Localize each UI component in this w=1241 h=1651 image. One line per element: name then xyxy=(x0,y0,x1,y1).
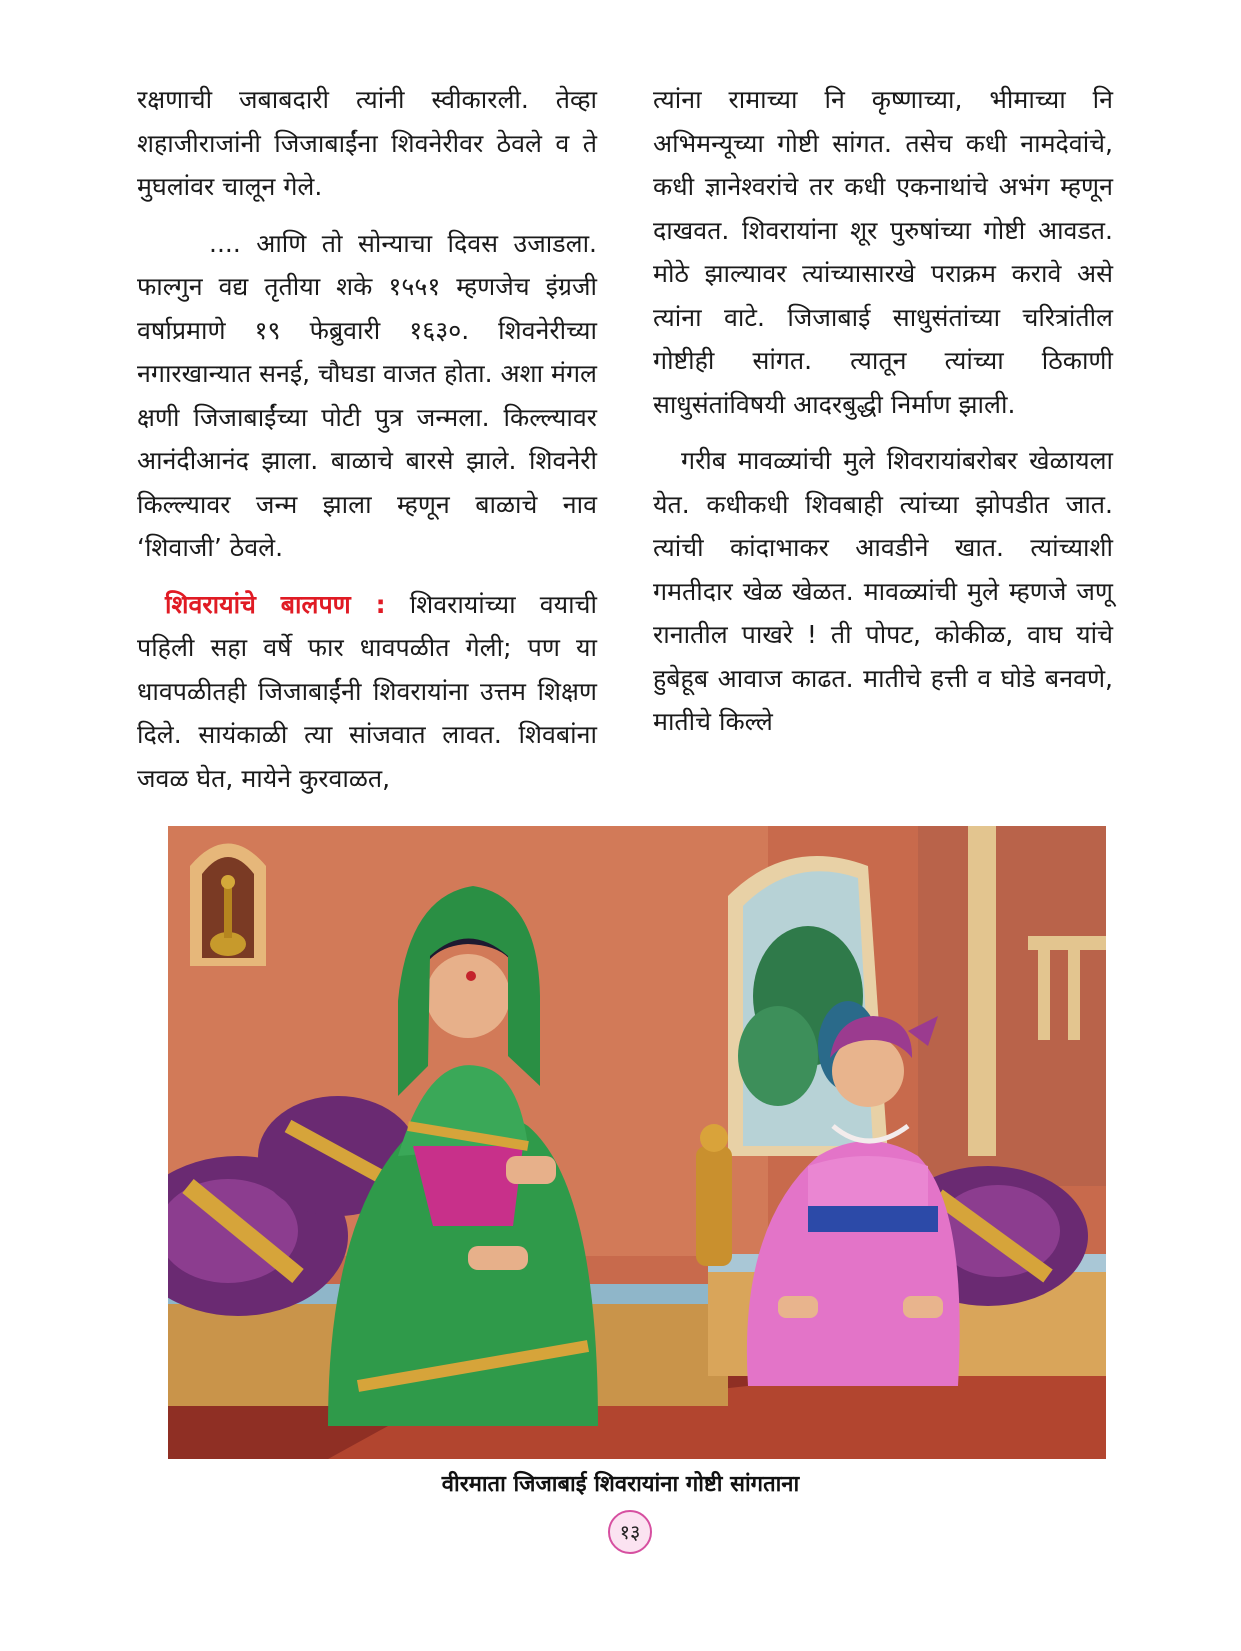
illustration-jijabai-shivaji xyxy=(168,826,1106,1459)
paragraph-right-1: त्यांना रामाच्या नि कृष्णाच्या, भीमाच्या नि अभिमन्यूच्या गोष्टी सांगत. तसेच कधी नामदेवांचे, कधी ज्ञानेश्वरांचे तर कधी एकनाथांचे अभंग म्हणून दाखवत. शिवरायांना शूर पुरुषांच्या गोष्टी आवडत. मोठे झाल्यावर त्यांच्यासारखे पराक्रम करावे असे त्यांना वाटे. जिजाबाई साधुसंतांच्या चरित्रांतील गोष्टीही सांगत. त्यातून त्यांच्या ठिकाणी साधुसंतांविषयी आदरबुद्धी निर्माण झाली. xyxy=(653,85,1113,419)
section-heading-balpan: शिवरायांचे बालपण : xyxy=(165,589,386,619)
illustration-artwork xyxy=(168,826,1106,1459)
paragraph-left-3-text: शिवरायांच्या वयाची पहिली सहा वर्षे फार धावपळीत गेली; पण या धावपळीतही जिजाबाईंनी शिवरायांना उत्तम शिक्षण दिले. सायंकाळी त्या सांजवात लावत. शिवबांना जवळ घेत, मायेने कुरवाळत, xyxy=(137,589,597,793)
paragraph-left-1: रक्षणाची जबाबदारी त्यांनी स्वीकारली. तेव्हा शहाजीराजांनी जिजाबाईंना शिवनेरीवर ठेवले व ते मुघलांवर चालून गेले. xyxy=(137,85,597,201)
page-number: १३ xyxy=(608,1510,652,1554)
paragraph-left-3 xyxy=(137,583,597,801)
figure-caption: वीरमाता जिजाबाई शिवरायांना गोष्टी सांगताना xyxy=(441,1472,800,1497)
paragraph-right-2: गरीब मावळ्यांची मुले शिवरायांबरोबर खेळायला येत. कधीकधी शिवबाही त्यांच्या झोपडीत जात. त्यांची कांदाभाकर आवडीने खात. त्यांच्याशी गमतीदार खेळ खेळत. मावळ्यांची मुले म्हणजे जणू रानातील पाखरे ! ती पोपट, कोकीळ, वाघ यांचे हुबेहूब आवाज काढत. मातीचे हत्ती व घोडे बनवणे, मातीचे किल्ले xyxy=(653,446,1113,736)
paragraph-left-2: .... आणि तो सोन्याचा दिवस उजाडला. फाल्गुन वद्य तृतीया शके १५५१ म्हणजेच इंग्रजी वर्षाप्रमाणे १९ फेब्रुवारी १६३०. शिवनेरीच्या नगारखान्यात सनई, चौघडा वाजत होता. अशा मंगल क्षणी जिजाबाईंच्या पोटी पुत्र जन्मला. किल्ल्यावर आनंदीआनंद झाला. बाळाचे बारसे झाले. शिवनेरी किल्ल्यावर जन्म झाला म्हणून बाळाचे नाव ‘शिवाजी’ ठेवले. xyxy=(137,228,597,562)
left-text-column xyxy=(137,78,597,813)
right-text-column xyxy=(653,78,1113,757)
